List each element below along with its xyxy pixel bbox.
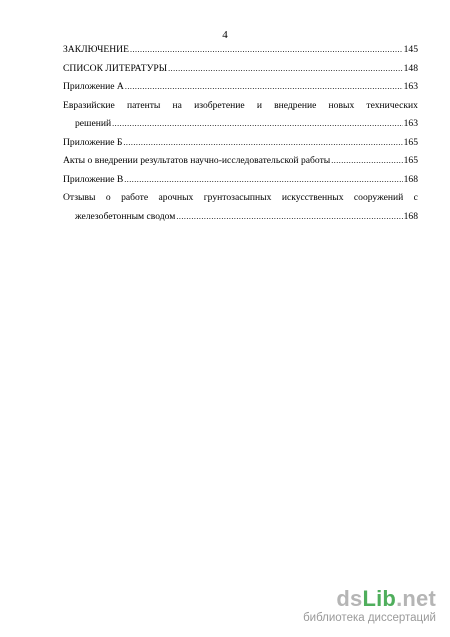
toc-entry-reviews-line1 xyxy=(63,192,418,211)
toc-entry-acts xyxy=(63,155,418,174)
toc-word: о xyxy=(105,192,111,203)
toc-leader-dots xyxy=(331,156,402,165)
toc-entry-patents-line2 xyxy=(63,118,418,137)
toc-word: грунтозасыпных xyxy=(203,192,272,203)
toc-word: изобретение xyxy=(194,99,245,111)
toc-entry-patents-line1 xyxy=(63,100,418,119)
toc-leader-dots xyxy=(124,175,402,184)
toc-entry-title: ЗАКЛЮЧЕНИЕ xyxy=(63,44,129,55)
toc-word: технических xyxy=(366,99,418,111)
toc-entry-page: 163 xyxy=(403,118,418,129)
toc-entry-page: 163 xyxy=(403,81,418,92)
watermark xyxy=(246,588,436,625)
toc-entry-page: 148 xyxy=(403,62,418,74)
toc-entry-page: 165 xyxy=(403,136,418,148)
toc-word: с xyxy=(413,192,418,203)
toc-word: новых xyxy=(328,99,355,111)
toc-leader-dots xyxy=(112,119,403,128)
toc-entry-appendix-b xyxy=(63,137,418,156)
logo-ds: ds xyxy=(336,586,363,611)
toc-word: искусственных xyxy=(281,192,344,203)
toc-word: Евразийские xyxy=(63,99,115,111)
toc-leader-dots xyxy=(125,82,403,91)
watermark-logo xyxy=(246,588,436,610)
toc-entry-references xyxy=(63,63,418,82)
toc-leader-dots xyxy=(123,138,402,147)
toc-entry-title: решений xyxy=(75,118,112,129)
toc-word: патенты xyxy=(126,99,161,111)
toc-word: внедрение xyxy=(274,99,317,111)
toc-entry-page: 168 xyxy=(403,210,418,222)
toc-word: арочных xyxy=(158,192,194,203)
toc-word: работе xyxy=(121,192,149,203)
toc-leader-dots xyxy=(168,64,403,73)
table-of-contents xyxy=(63,44,418,229)
toc-word: Отзывы xyxy=(63,192,96,203)
toc-leader-dots xyxy=(130,45,403,54)
toc-entry-title: Приложение А xyxy=(63,81,124,92)
toc-entry-reviews-line2 xyxy=(63,211,418,230)
toc-entry-page: 168 xyxy=(403,173,418,185)
logo-net: .net xyxy=(396,586,436,611)
toc-entry-title: Приложение Б xyxy=(63,136,123,148)
logo-lib: Lib xyxy=(362,586,397,611)
toc-entry-title: железобетонным сводом xyxy=(75,210,176,222)
watermark-subtitle: библиотека диссертаций xyxy=(303,612,436,624)
toc-entry-title: Приложение В xyxy=(63,173,124,185)
toc-entry-appendix-a xyxy=(63,81,418,100)
toc-entry-title: Акты о внедрении результатов научно-исследовательской работы xyxy=(63,155,331,166)
toc-word: сооружений xyxy=(353,192,404,203)
toc-word: на xyxy=(172,99,182,111)
page-number: 4 xyxy=(222,29,228,41)
toc-entry-appendix-v xyxy=(63,174,418,193)
toc-entry-page: 165 xyxy=(403,155,418,166)
toc-leader-dots xyxy=(176,212,402,221)
toc-entry-conclusion xyxy=(63,44,418,63)
toc-entry-page: 145 xyxy=(403,44,418,55)
toc-entry-title: СПИСОК ЛИТЕРАТУРЫ xyxy=(63,62,168,74)
toc-word: и xyxy=(256,99,262,111)
